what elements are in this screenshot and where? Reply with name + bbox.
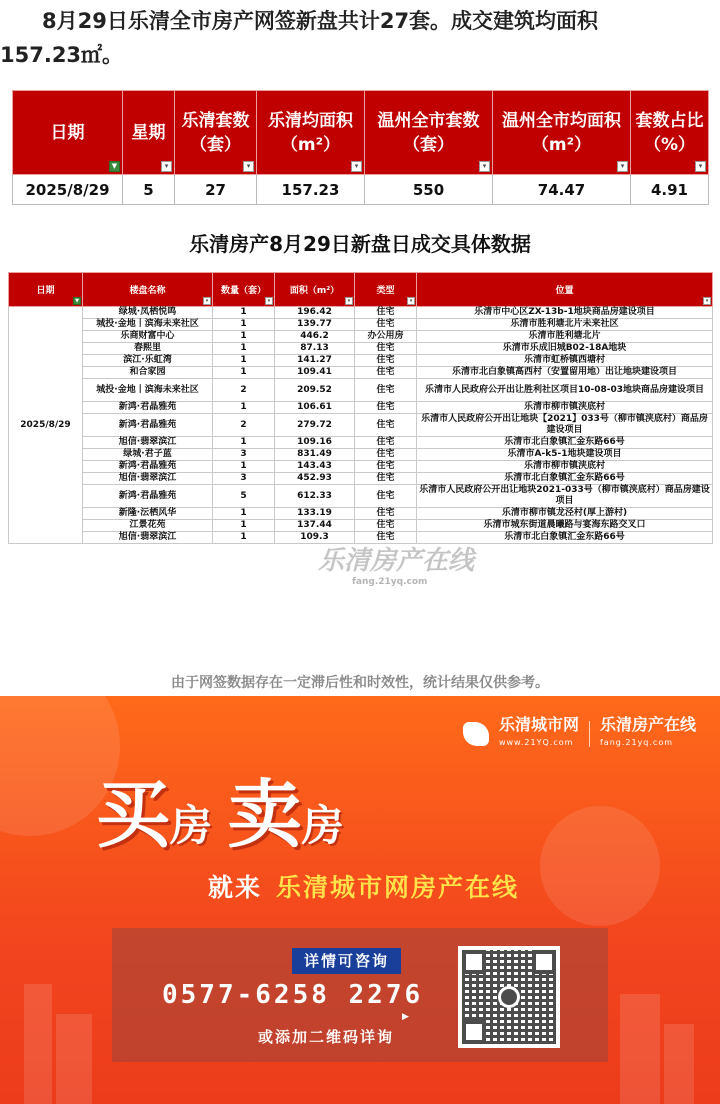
table-cell: 新鸿·君晶雅苑: [83, 414, 213, 437]
table-cell: 1: [213, 367, 275, 379]
table-cell: 住宅: [355, 343, 417, 355]
table-cell: 1: [213, 520, 275, 532]
table-cell: 住宅: [355, 461, 417, 473]
summary-header[interactable]: 套数占比（%） ▾: [631, 91, 709, 175]
table-cell: 109.16: [275, 437, 355, 449]
table-cell: 旭信·翡翠滨江: [83, 532, 213, 544]
table-cell: 江景花苑: [83, 520, 213, 532]
table-cell: 乐清市柳市镇浃底村: [417, 461, 713, 473]
table-cell: 1: [213, 508, 275, 520]
summary-header[interactable]: 温州全市套数（套） ▾: [365, 91, 493, 175]
summary-cell: 74.47: [493, 175, 631, 205]
table-cell: 乐清市A-k5-1地块建设项目: [417, 449, 713, 461]
table-cell: 1: [213, 307, 275, 319]
filter-dropdown-icon[interactable]: ▾: [407, 297, 415, 305]
table-row: [9, 319, 713, 331]
filter-dropdown-icon[interactable]: ▾: [617, 161, 628, 172]
table-cell: 新鸿·君晶雅苑: [83, 461, 213, 473]
filter-dropdown-icon[interactable]: ▾: [243, 161, 254, 172]
table-cell: 2: [213, 379, 275, 402]
summary-cell: 2025/8/29: [13, 175, 123, 205]
table-cell: 乐清市胜利塘北片: [417, 331, 713, 343]
detail-title: 乐清房产8月29日新盘日成交具体数据: [189, 232, 531, 256]
summary-cell: 27: [175, 175, 257, 205]
table-cell: 1: [213, 437, 275, 449]
filter-dropdown-icon[interactable]: ▾: [351, 161, 362, 172]
banner-tagline: 就来 乐清城市网房产在线: [208, 873, 520, 902]
summary-cell: 550: [365, 175, 493, 205]
city-logo-icon: [463, 722, 489, 746]
filter-dropdown-icon[interactable]: ▾: [345, 297, 353, 305]
arrow-icon: ▶: [402, 1012, 409, 1022]
table-cell: 住宅: [355, 485, 417, 508]
qr-tip: 或添加二维码详询: [258, 1028, 395, 1046]
table-cell: 乐商财富中心: [83, 331, 213, 343]
contact-box: [112, 928, 608, 1062]
summary-cell: 5: [123, 175, 175, 205]
table-cell: 乐清市乐成旧城B02-18A地块: [417, 343, 713, 355]
table-row: [9, 402, 713, 414]
detail-table: [8, 272, 713, 544]
summary-header-row: [13, 91, 709, 175]
table-cell: 和合家园: [83, 367, 213, 379]
intro-line-1: 8月29日乐清全市房产网签新盘共计27套。成交建筑均面积: [42, 9, 599, 33]
summary-header[interactable]: 乐清均面积（m²） ▾: [257, 91, 365, 175]
table-cell: 1: [213, 331, 275, 343]
table-cell: 住宅: [355, 319, 417, 331]
table-cell: 1: [213, 461, 275, 473]
table-cell: 109.3: [275, 532, 355, 544]
detail-header-row: [9, 273, 713, 307]
table-row: [9, 508, 713, 520]
filter-dropdown-icon[interactable]: ▾: [479, 161, 490, 172]
table-cell: 乐清市人民政府公开出让地块2021-033号（柳市镇浃底村）商品房建设项目: [417, 485, 713, 508]
detail-header[interactable]: 面积（m²） ▾: [275, 273, 355, 307]
table-cell: 住宅: [355, 379, 417, 402]
intro-text: [0, 4, 720, 72]
filter-active-icon[interactable]: ▼: [73, 297, 81, 305]
detail-header[interactable]: 日期 ▼: [9, 273, 83, 307]
table-cell: 绿城·凤栖悦鸣: [83, 307, 213, 319]
detail-header[interactable]: 类型 ▾: [355, 273, 417, 307]
qr-code-pattern: [462, 950, 556, 1044]
table-cell: 住宅: [355, 532, 417, 544]
table-cell: 春熙里: [83, 343, 213, 355]
summary-table: [12, 90, 709, 205]
table-cell: 1: [213, 355, 275, 367]
filter-dropdown-icon[interactable]: ▾: [695, 161, 706, 172]
table-cell: 2: [213, 414, 275, 437]
table-cell: 87.13: [275, 343, 355, 355]
table-row: [9, 414, 713, 437]
table-cell: 141.27: [275, 355, 355, 367]
table-cell: 1: [213, 319, 275, 331]
intro-line-2: 157.23㎡。: [0, 43, 124, 67]
table-cell: 住宅: [355, 520, 417, 532]
table-cell: 109.41: [275, 367, 355, 379]
table-cell: 3: [213, 449, 275, 461]
ad-banner[interactable]: [0, 696, 720, 1104]
table-cell: 133.19: [275, 508, 355, 520]
table-cell: 乐清市北白象镇汇金东路66号: [417, 437, 713, 449]
summary-header[interactable]: 日期 ▼: [13, 91, 123, 175]
table-cell: 住宅: [355, 414, 417, 437]
table-cell: 1: [213, 402, 275, 414]
table-cell: 乐清市中心区ZX-13b-1地块商品房建设项目: [417, 307, 713, 319]
qr-finder-icon: [532, 950, 556, 974]
table-cell: 乐清市柳市镇浃底村: [417, 402, 713, 414]
table-cell: 612.33: [275, 485, 355, 508]
table-cell: 乐清市胜利塘北片未来社区: [417, 319, 713, 331]
filter-dropdown-icon[interactable]: ▾: [203, 297, 211, 305]
table-cell: 新隆·沄栖风华: [83, 508, 213, 520]
summary-header[interactable]: 温州全市均面积（m²） ▾: [493, 91, 631, 175]
table-row: [9, 449, 713, 461]
table-cell: 1: [213, 532, 275, 544]
banner-slogan: 买房 卖房: [96, 772, 344, 858]
table-cell: 乐清市北白象镇汇金东路66号: [417, 473, 713, 485]
table-cell: 旭信·翡翠滨江: [83, 437, 213, 449]
logo-fang: 乐清房产在线 fang.21yq.com: [599, 715, 696, 747]
logo-city: 乐清城市网 www.21YQ.com: [498, 715, 579, 747]
table-cell: 139.77: [275, 319, 355, 331]
table-row: [9, 437, 713, 449]
phone-number[interactable]: 0577-6258 2276: [162, 980, 424, 1010]
table-cell: 旭信·翡翠滨江: [83, 473, 213, 485]
qr-finder-icon: [462, 1020, 486, 1044]
table-cell: 209.52: [275, 379, 355, 402]
table-row: [9, 355, 713, 367]
table-cell: 446.2: [275, 331, 355, 343]
table-cell: 乐清市柳市镇龙泾村(厚上游村): [417, 508, 713, 520]
summary-header[interactable]: 星期 ▾: [123, 91, 175, 175]
table-row: [9, 485, 713, 508]
date-cell: 2025/8/29: [9, 307, 83, 544]
table-cell: 住宅: [355, 402, 417, 414]
table-row: [9, 367, 713, 379]
table-cell: 滨江·乐虹湾: [83, 355, 213, 367]
table-cell: 831.49: [275, 449, 355, 461]
table-row: [9, 307, 713, 319]
table-cell: 乐清市人民政府公开出让地块【2021】033号（柳市镇浃底村）商品房建设项目: [417, 414, 713, 437]
table-cell: 5: [213, 485, 275, 508]
table-cell: 3: [213, 473, 275, 485]
table-row: [9, 461, 713, 473]
watermark: 乐清房产在线 fang.21yq.com: [318, 546, 475, 587]
summary-header[interactable]: 乐清套数（套） ▾: [175, 91, 257, 175]
summary-row: [13, 175, 709, 205]
table-cell: 住宅: [355, 473, 417, 485]
table-cell: 城投·金地丨滨海未来社区: [83, 379, 213, 402]
detail-header[interactable]: 楼盘名称 ▾: [83, 273, 213, 307]
wechat-icon: [498, 986, 520, 1008]
table-row: [9, 379, 713, 402]
table-cell: 住宅: [355, 367, 417, 379]
detail-header[interactable]: 数量（套） ▾: [213, 273, 275, 307]
table-cell: 乐清市北白象镇汇金东路66号: [417, 532, 713, 544]
table-cell: 住宅: [355, 355, 417, 367]
table-row: [9, 331, 713, 343]
summary-cell: 4.91: [631, 175, 709, 205]
table-cell: 乐清市城东街道晨曦路与宴海东路交叉口: [417, 520, 713, 532]
summary-cell: 157.23: [257, 175, 365, 205]
table-cell: 乐清市北白象镇高西村（安置留用地）出让地块建设项目: [417, 367, 713, 379]
table-cell: 1: [213, 343, 275, 355]
table-cell: 办公用房: [355, 331, 417, 343]
table-cell: 绿城·君子蓝: [83, 449, 213, 461]
table-row: [9, 520, 713, 532]
detail-header[interactable]: 位置 ▾: [417, 273, 713, 307]
disclaimer: 由于网签数据存在一定滞后性和时效性，统计结果仅供参考。: [171, 675, 549, 691]
table-cell: 196.42: [275, 307, 355, 319]
table-cell: 137.44: [275, 520, 355, 532]
table-cell: 住宅: [355, 508, 417, 520]
table-cell: 住宅: [355, 449, 417, 461]
filter-dropdown-icon[interactable]: ▾: [265, 297, 273, 305]
filter-dropdown-icon[interactable]: ▾: [161, 161, 172, 172]
table-cell: 143.43: [275, 461, 355, 473]
table-cell: 城投·金地丨滨海未来社区: [83, 319, 213, 331]
table-cell: 乐清市虹桥镇西塘村: [417, 355, 713, 367]
table-cell: 住宅: [355, 437, 417, 449]
table-cell: 新鸿·君晶雅苑: [83, 402, 213, 414]
qr-code[interactable]: [458, 946, 560, 1048]
filter-active-icon[interactable]: ▼: [109, 161, 120, 172]
filter-dropdown-icon[interactable]: ▾: [703, 297, 711, 305]
table-row: [9, 343, 713, 355]
table-cell: 279.72: [275, 414, 355, 437]
table-cell: 452.93: [275, 473, 355, 485]
table-cell: 乐清市人民政府公开出让胜利社区项目10-08-03地块商品房建设项目: [417, 379, 713, 402]
banner-logos: [463, 716, 696, 752]
table-row: [9, 473, 713, 485]
logo-divider: [589, 721, 590, 747]
table-cell: 住宅: [355, 307, 417, 319]
table-cell: 106.61: [275, 402, 355, 414]
consult-badge: 详情可咨询: [292, 948, 401, 974]
qr-finder-icon: [462, 950, 486, 974]
table-cell: 新鸿·君晶雅苑: [83, 485, 213, 508]
